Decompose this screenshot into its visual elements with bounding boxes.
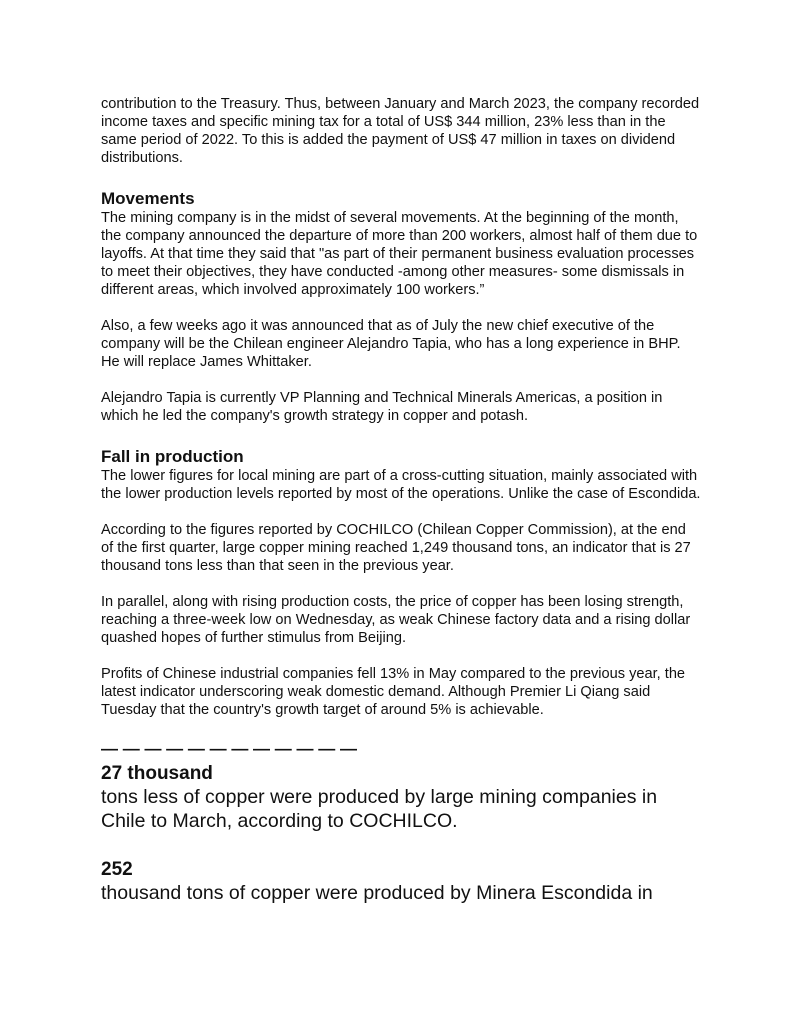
fall-heading: Fall in production bbox=[101, 447, 244, 466]
stat-description-1: tons less of copper were produced by large mining companies in Chile to March, according to COCHILCO. bbox=[101, 786, 658, 832]
movements-paragraph-3: Alejandro Tapia is currently VP Planning and Technical Minerals Americas, a position in which he led the company's growth strategy in copper and potash. bbox=[101, 390, 663, 424]
movements-heading: Movements bbox=[101, 189, 195, 208]
stat-number-1: 27 thousand bbox=[101, 763, 213, 784]
intro-paragraph: contribution to the Treasury. Thus, between January and March 2023, the company recorded income taxes and specific mining tax for a total of US$ 344 million, 23% less than in the same period of 2022. To this is added the payment of US$ 47 million in taxes on dividend distributions. bbox=[101, 96, 700, 166]
stat-number-2: 252 bbox=[101, 859, 133, 880]
article-page bbox=[101, 95, 701, 905]
fall-paragraph-1: The lower figures for local mining are part of a cross-cutting situation, mainly associated with the lower production levels reported by most of the operations. Unlike the case of Escondida. bbox=[101, 468, 701, 502]
movements-paragraph-2: Also, a few weeks ago it was announced that as of July the new chief executive of the company will be the Chilean engineer Alejandro Tapia, who has a long experience in BHP. He will replace James Whittaker. bbox=[101, 318, 681, 370]
stat-description-2: thousand tons of copper were produced by Minera Escondida in bbox=[101, 882, 653, 904]
fall-paragraph-3: In parallel, along with rising production costs, the price of copper has been losing strength, reaching a three-week low on Wednesday, as weak Chinese factory data and a rising dollar quashed hopes of further stimulus from Beijing. bbox=[101, 594, 691, 646]
stats-divider: — — — — — — — — — — — — bbox=[101, 739, 357, 758]
fall-paragraph-4: Profits of Chinese industrial companies fell 13% in May compared to the previous year, the latest indicator underscoring weak domestic demand. Although Premier Li Qiang said Tuesday that the country's growth target of around 5% is achievable. bbox=[101, 666, 686, 718]
movements-paragraph-1: The mining company is in the midst of several movements. At the beginning of the month, the company announced the departure of more than 200 workers, almost half of them due to layoffs. At that time they said that "as part of their permanent business evaluation processes to meet their objectives, they have conducted -among other measures- some dismissals in different areas, which involved approximately 100 workers.” bbox=[101, 210, 698, 298]
fall-paragraph-2: According to the figures reported by COCHILCO (Chilean Copper Commission), at the end of the first quarter, large copper mining reached 1,249 thousand tons, an indicator that is 27 thousand tons less than that seen in the previous year. bbox=[101, 522, 691, 574]
